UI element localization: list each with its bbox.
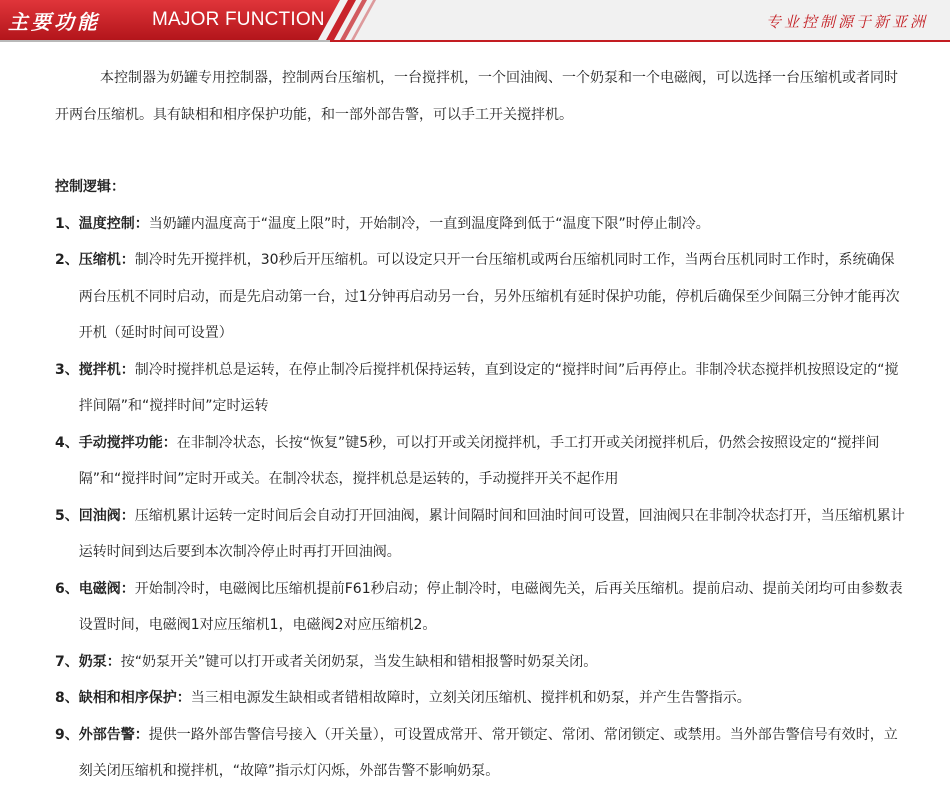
item-text: 在非制冷状态，长按“恢复”键5秒，可以打开或关闭搅拌机，手工打开或关闭搅拌机后，仍然会按照设定的“搅拌间隔”和“搅拌时间”定时开或关。在制冷状态，搅拌机总是运转的，手动搅拌开关不起作用 <box>78 434 880 487</box>
item-number: 7、 <box>55 653 79 670</box>
logic-item <box>55 644 905 681</box>
item-number: 8、 <box>55 690 79 706</box>
header-banner <box>0 0 950 44</box>
item-name: 外部告警： <box>78 726 149 743</box>
item-name: 奶泵： <box>78 653 121 670</box>
item-text: 开始制冷时，电磁阀比压缩机提前F61秒启动；停止制冷时，电磁阀先关，后再关压缩机。提前启动、提前关闭均可由参数表设置时间，电磁阀1对应压缩机1，电磁阀2对应压缩机2。 <box>78 580 903 633</box>
section-title: 控制逻辑： <box>55 179 125 195</box>
item-name: 手动搅拌功能： <box>78 434 177 451</box>
item-number: 3、 <box>55 361 79 378</box>
logic-item <box>55 571 905 644</box>
logic-item <box>55 498 905 571</box>
logic-item <box>55 425 905 498</box>
logic-item <box>55 717 905 790</box>
item-number: 5、 <box>55 507 79 524</box>
logic-item <box>55 352 905 425</box>
logic-item <box>55 680 905 717</box>
english-title: MAJOR FUNCTION <box>152 9 325 30</box>
chinese-title: 主要功能 <box>8 10 100 34</box>
item-name: 搅拌机： <box>78 361 135 378</box>
item-name: 缺相和相序保护： <box>78 690 191 706</box>
item-text: 当三相电源发生缺相或者错相故障时，立刻关闭压缩机、搅拌机和奶泵，并产生告警指示。 <box>190 690 751 706</box>
item-body <box>79 571 905 644</box>
logic-list <box>55 206 905 790</box>
item-text: 当奶罐内温度高于“温度上限”时，开始制冷，一直到温度降到低于“温度下限”时停止制冷。 <box>148 215 710 232</box>
item-body <box>79 352 905 425</box>
item-body <box>79 717 905 790</box>
intro-paragraph: 本控制器为奶罐专用控制器，控制两台压缩机，一台搅拌机，一个回油阀、一个奶泵和一个电磁阀，可以选择一台压缩机或者同时开两台压缩机。具有缺相和相序保护功能，和一部外部告警，可以手工开关搅拌机。 <box>55 70 898 123</box>
item-name: 电磁阀： <box>78 580 135 597</box>
item-text: 制冷时先开搅拌机，30秒后开压缩机。可以设定只开一台压缩机或两台压缩机同时工作，当两台压机同时工作时，系统确保两台压机不同时启动，而是先启动第一台，过1分钟再启动另一台，另外压缩机有延时保护功能，停机后确保至少间隔三分钟才能再次开机（延时时间可设置） <box>78 252 900 341</box>
item-body <box>79 206 905 243</box>
item-body <box>79 425 905 498</box>
item-text: 按“奶泵开关”键可以打开或者关闭奶泵，当发生缺相和错相报警时奶泵关闭。 <box>120 653 598 670</box>
item-number: 1、 <box>55 215 79 232</box>
item-name: 温度控制： <box>78 215 149 232</box>
item-body <box>79 498 905 571</box>
item-text: 提供一路外部告警信号接入（开关量），可设置成常开、常开锁定、常闭、常闭锁定、或禁用。当外部告警信号有效时，立刻关闭压缩机和搅拌机，“故障”指示灯闪烁，外部告警不影响奶泵。 <box>78 726 898 779</box>
item-text: 制冷时搅拌机总是运转，在停止制冷后搅拌机保持运转，直到设定的“搅拌时间”后再停止。非制冷状态搅拌机按照设定的“搅拌间隔”和“搅拌时间”定时运转 <box>78 361 899 414</box>
item-body <box>79 644 905 681</box>
item-number: 4、 <box>55 434 79 451</box>
item-number: 6、 <box>55 580 79 597</box>
content-body <box>55 60 905 790</box>
item-body <box>79 680 905 717</box>
logic-item <box>55 242 905 352</box>
logic-item <box>55 206 905 243</box>
item-number: 2、 <box>55 252 79 268</box>
item-body <box>79 242 905 352</box>
slogan: 专业控制源于新亚洲 <box>765 13 928 31</box>
item-text: 压缩机累计运转一定时间后会自动打开回油阀，累计间隔时间和回油时间可设置，回油阀只在非制冷状态打开，当压缩机累计运转时间到达后要到本次制冷停止时再打开回油阀。 <box>78 507 905 560</box>
accent-rule <box>330 40 950 42</box>
item-name: 压缩机： <box>78 252 135 268</box>
item-name: 回油阀： <box>78 507 135 524</box>
item-number: 9、 <box>55 726 79 743</box>
